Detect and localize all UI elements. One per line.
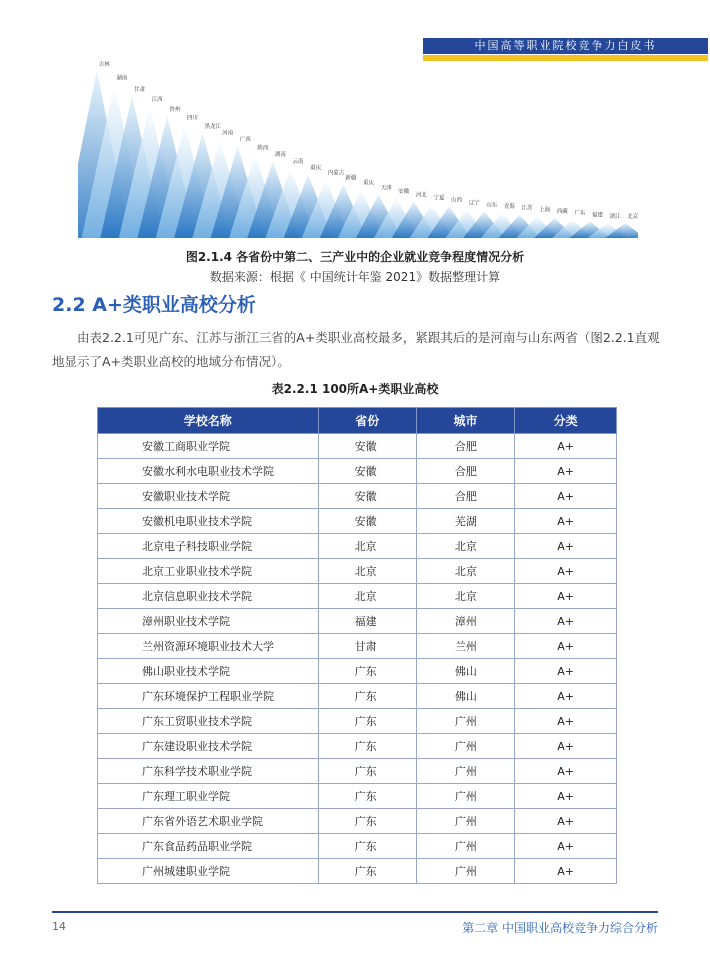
table-row: [98, 684, 617, 709]
table-row: [98, 834, 617, 859]
city-cell: 广州: [416, 809, 514, 834]
city-cell: 佛山: [416, 684, 514, 709]
school-name-cell: 广东建设职业技术学院: [98, 734, 319, 759]
chart-category-label: 山西: [451, 197, 463, 204]
table-row: [98, 634, 617, 659]
city-cell: 北京: [416, 534, 514, 559]
chart-category-label: 黑龙江: [204, 123, 221, 130]
school-name-cell: 广东环境保护工程职业学院: [98, 684, 319, 709]
school-name-cell: 漳州职业技术学院: [98, 609, 319, 634]
table-row: [98, 434, 617, 459]
province-cell: 广东: [318, 734, 416, 759]
school-name-cell: 广东科学技术职业学院: [98, 759, 319, 784]
city-cell: 广州: [416, 759, 514, 784]
category-cell: A+: [515, 809, 617, 834]
chart-category-label: 江西: [151, 97, 163, 104]
school-name-cell: 安徽职业技术学院: [98, 484, 319, 509]
city-cell: 广州: [416, 784, 514, 809]
chart-category-label: 山东: [486, 202, 498, 209]
chart-category-label: 广西: [239, 137, 251, 144]
school-name-cell: 广州城建职业学院: [98, 859, 319, 884]
chart-category-label: 上海: [539, 207, 551, 214]
city-cell: 北京: [416, 584, 514, 609]
table-row: [98, 534, 617, 559]
province-cell: 北京: [318, 534, 416, 559]
table-row: [98, 659, 617, 684]
category-cell: A+: [515, 734, 617, 759]
table-row: [98, 784, 617, 809]
table-row: [98, 484, 617, 509]
category-cell: A+: [515, 584, 617, 609]
province-cell: 广东: [318, 834, 416, 859]
header-city: 城市: [416, 408, 514, 434]
school-name-cell: 兰州资源环境职业技术大学: [98, 634, 319, 659]
chart-category-label: 四川: [186, 115, 198, 122]
province-cell: 广东: [318, 709, 416, 734]
school-name-cell: 北京电子科技职业学院: [98, 534, 319, 559]
city-cell: 合肥: [416, 484, 514, 509]
table-row: [98, 734, 617, 759]
section-title: 2.2 A+类职业高校分析: [52, 294, 256, 316]
chart-category-label: 新疆: [345, 175, 357, 182]
province-cell: 广东: [318, 684, 416, 709]
chart-category-label: 甘肃: [134, 87, 146, 94]
school-name-cell: 安徽工商职业学院: [98, 434, 319, 459]
category-cell: A+: [515, 534, 617, 559]
category-cell: A+: [515, 609, 617, 634]
category-cell: A+: [515, 559, 617, 584]
a-plus-schools-table: [97, 407, 617, 884]
chart-category-label: 北京: [627, 213, 638, 220]
chart-category-label: 河北: [415, 192, 427, 199]
school-name-cell: 广东工贸职业技术学院: [98, 709, 319, 734]
school-name-cell: 北京信息职业技术学院: [98, 584, 319, 609]
chart-category-label: 陕西: [257, 145, 269, 152]
table-row: [98, 584, 617, 609]
province-cell: 安徽: [318, 484, 416, 509]
figure-title: 图2.1.4 各省份中第二、三产业中的企业就业竞争程度情况分析: [185, 250, 525, 264]
province-cell: 北京: [318, 584, 416, 609]
city-cell: 合肥: [416, 434, 514, 459]
category-cell: A+: [515, 434, 617, 459]
chart-category-label: 湖南: [116, 75, 128, 82]
chart-category-label: 天津: [380, 185, 392, 192]
figure-source: 数据来源：根据《 中国统计年鉴 2021》数据整理计算: [209, 270, 501, 284]
school-name-cell: 北京工业职业技术学院: [98, 559, 319, 584]
page-number: 14: [52, 920, 66, 933]
table-row: [98, 509, 617, 534]
table-row: [98, 859, 617, 884]
school-name-cell: 广东省外语艺术职业学院: [98, 809, 319, 834]
chart-category-label: 重庆: [363, 180, 375, 187]
city-cell: 合肥: [416, 459, 514, 484]
province-cell: 广东: [318, 859, 416, 884]
province-competition-chart: [78, 55, 638, 245]
table-body: [98, 434, 617, 884]
footer-divider: [52, 911, 658, 913]
table-header-row: [98, 408, 617, 434]
table-row: [98, 809, 617, 834]
category-cell: A+: [515, 459, 617, 484]
chart-category-label: 青海: [503, 203, 515, 210]
table-row: [98, 609, 617, 634]
city-cell: 芜湖: [416, 509, 514, 534]
category-cell: A+: [515, 709, 617, 734]
category-cell: A+: [515, 784, 617, 809]
category-cell: A+: [515, 834, 617, 859]
school-name-cell: 广东理工职业学院: [98, 784, 319, 809]
chart-category-label: 湖南: [274, 152, 286, 159]
header-province: 省份: [318, 408, 416, 434]
header-title-bar: [423, 38, 708, 54]
school-name-cell: 安徽水利水电职业技术学院: [98, 459, 319, 484]
chart-category-label: 吉林: [98, 62, 110, 68]
province-cell: 广东: [318, 809, 416, 834]
province-cell: 广东: [318, 784, 416, 809]
header-school-name: 学校名称: [98, 408, 319, 434]
school-name-cell: 安徽机电职业技术学院: [98, 509, 319, 534]
chart-category-label: 辽宁: [468, 200, 480, 207]
chart-category-label: 内蒙古: [327, 170, 345, 177]
chart-category-label: 云南: [292, 158, 304, 165]
city-cell: 广州: [416, 834, 514, 859]
city-cell: 漳州: [416, 609, 514, 634]
chart-category-label: 西藏: [556, 208, 568, 215]
chart-category-label: 福建: [591, 212, 603, 219]
chart-category-label: 江苏: [521, 205, 533, 212]
chart-category-label: 安徽: [398, 188, 410, 195]
city-cell: 广州: [416, 734, 514, 759]
chart-category-label: 贵州: [169, 107, 181, 114]
city-cell: 北京: [416, 559, 514, 584]
category-cell: A+: [515, 659, 617, 684]
category-cell: A+: [515, 484, 617, 509]
table-row: [98, 709, 617, 734]
province-cell: 北京: [318, 559, 416, 584]
category-cell: A+: [515, 684, 617, 709]
category-cell: A+: [515, 859, 617, 884]
city-cell: 广州: [416, 859, 514, 884]
table-row: [98, 759, 617, 784]
category-cell: A+: [515, 634, 617, 659]
city-cell: 广州: [416, 709, 514, 734]
header-category: 分类: [515, 408, 617, 434]
header-title: 中国高等职业院校竞争力白皮书: [474, 39, 657, 52]
province-cell: 安徽: [318, 434, 416, 459]
chart-category-label: 重庆: [310, 165, 322, 172]
school-name-cell: 佛山职业技术学院: [98, 659, 319, 684]
category-cell: A+: [515, 759, 617, 784]
chapter-title: 第二章 中国职业高校竞争力综合分析: [462, 921, 658, 935]
chart-category-label: 宁夏: [433, 195, 445, 202]
table-row: [98, 459, 617, 484]
province-cell: 甘肃: [318, 634, 416, 659]
chart-category-label: 广东: [574, 210, 586, 217]
province-cell: 广东: [318, 659, 416, 684]
province-cell: 广东: [318, 759, 416, 784]
city-cell: 兰州: [416, 634, 514, 659]
table-row: [98, 559, 617, 584]
city-cell: 佛山: [416, 659, 514, 684]
province-cell: 福建: [318, 609, 416, 634]
category-cell: A+: [515, 509, 617, 534]
chart-category-label: 河南: [222, 130, 234, 137]
table-title: 表2.2.1 100所A+类职业高校: [271, 382, 439, 396]
school-name-cell: 广东食品药品职业学院: [98, 834, 319, 859]
province-cell: 安徽: [318, 459, 416, 484]
chart-category-label: 浙江: [609, 213, 621, 220]
section-paragraph: 由表2.2.1可见广东、江苏与浙江三省的A+类职业高校最多，紧跟其后的是河南与山东两省（图2.2.1直观地显示了A+类职业高校的地域分布情况）。: [52, 330, 660, 369]
province-cell: 安徽: [318, 509, 416, 534]
